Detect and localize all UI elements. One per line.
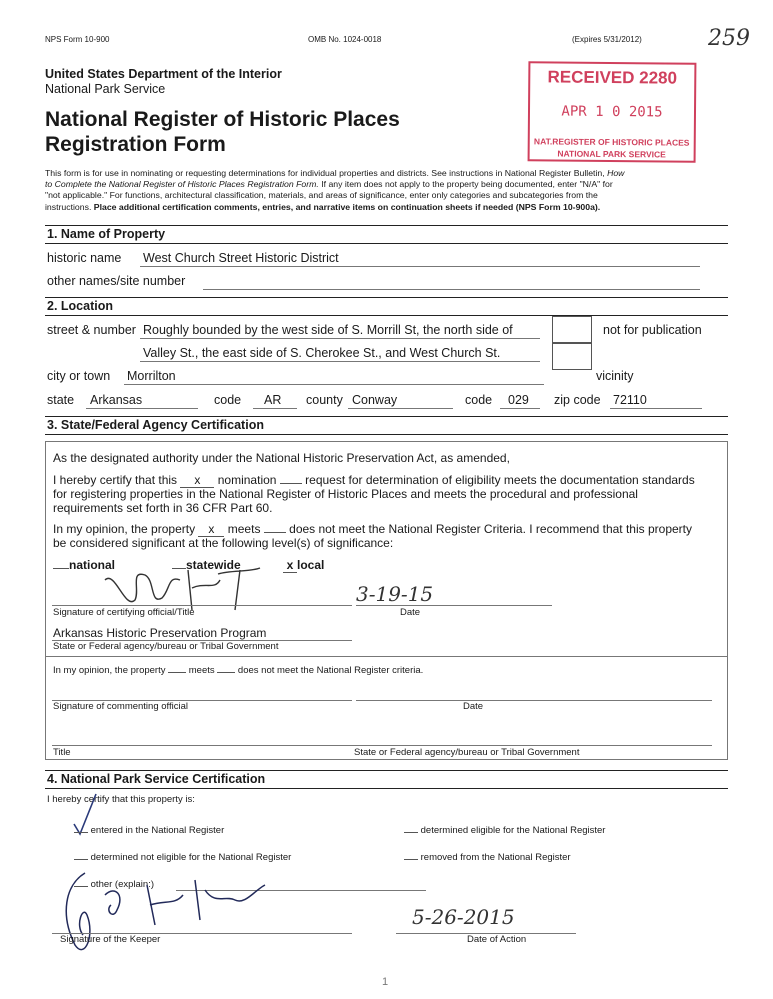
opt-removed-label: removed from the National Register bbox=[420, 852, 571, 863]
level-statewide-label: statewide bbox=[186, 558, 241, 572]
opt-not-eligible-mark[interactable] bbox=[74, 859, 88, 860]
opinion2-meets-mark[interactable] bbox=[168, 672, 186, 673]
state-label: state bbox=[47, 393, 75, 407]
instructions-l2-ital: to Complete the National Register of Historic Places Registration Form. bbox=[45, 179, 319, 190]
county-value[interactable]: Conway bbox=[352, 393, 398, 407]
instructions-l4: instructions. bbox=[45, 201, 92, 212]
state-rule bbox=[86, 408, 198, 409]
cert-signature-label: Signature of certifying official/Title bbox=[53, 607, 195, 618]
other-names-label: other names/site number bbox=[47, 274, 186, 288]
opinion2-c: does not meet the National Register criteria. bbox=[237, 665, 424, 676]
meets-mark[interactable]: x bbox=[198, 522, 224, 537]
cert-p3-line2: be considered significant at the following level(s) of significance: bbox=[53, 536, 394, 550]
stamp-line3: NAT.REGISTER OF HISTORIC PLACES bbox=[533, 136, 690, 148]
city-rule bbox=[124, 384, 544, 385]
stamp-received: RECEIVED 2280 bbox=[547, 67, 678, 88]
local-mark[interactable]: x bbox=[283, 558, 297, 573]
street-label: street & number bbox=[47, 323, 136, 337]
section2-top-rule bbox=[45, 297, 728, 298]
vicinity-label: vicinity bbox=[596, 369, 634, 383]
instructions-l1: This form is for use in nominating or requesting determinations for individual properties and districts. See instructions in National Register Bulletin, bbox=[45, 168, 605, 178]
section2-title: 2. Location bbox=[47, 299, 113, 313]
cert-signature-rule bbox=[52, 605, 352, 606]
opt-not-eligible-label: determined not eligible for the National Register bbox=[90, 852, 292, 863]
keeper-signature bbox=[55, 865, 285, 963]
level-local-label: local bbox=[297, 558, 325, 572]
received-stamp bbox=[528, 61, 697, 162]
omb-number: OMB No. 1024-0018 bbox=[308, 35, 382, 44]
nomination-mark[interactable]: x bbox=[180, 473, 214, 488]
street-line1-rule bbox=[140, 338, 540, 339]
street-line1[interactable]: Roughly bounded by the west side of S. Morrill St, the north side of bbox=[143, 323, 513, 337]
title-label: Title bbox=[53, 747, 71, 758]
cert-p3-line1 bbox=[53, 522, 692, 537]
other-names-line bbox=[203, 289, 700, 290]
form-number: NPS Form 10-900 bbox=[45, 35, 110, 44]
section2-bottom-rule bbox=[45, 315, 728, 316]
opt-not-eligible bbox=[74, 852, 291, 863]
cert-p2-line3: requirements set forth in 36 CFR Part 60. bbox=[53, 501, 273, 515]
street-line2[interactable]: Valley St., the east side of S. Cherokee St., and West Church St. bbox=[143, 346, 501, 360]
section1-bottom-rule bbox=[45, 243, 728, 244]
cert-date-label: Date bbox=[400, 607, 421, 618]
form-title-line2: Registration Form bbox=[45, 133, 226, 156]
section3-top-rule bbox=[45, 416, 728, 417]
county-code-rule bbox=[500, 408, 540, 409]
cert-date-rule bbox=[356, 605, 552, 606]
state-code-value[interactable]: AR bbox=[264, 393, 282, 407]
county-code-value[interactable]: 029 bbox=[508, 393, 529, 407]
expiration: (Expires 5/31/2012) bbox=[572, 35, 642, 44]
city-value[interactable]: Morrilton bbox=[127, 369, 176, 383]
nps-certify: I hereby certify that this property is: bbox=[47, 794, 195, 805]
level-local bbox=[283, 558, 324, 573]
state-code-label: code bbox=[214, 393, 242, 407]
department: United States Department of the Interior bbox=[45, 67, 282, 81]
commenting-label: Signature of commenting official bbox=[53, 701, 189, 712]
form-title-line1: National Register of Historic Places bbox=[45, 108, 400, 131]
state-agency-value: Arkansas Historic Preservation Program bbox=[53, 626, 267, 640]
cert-p2a: I hereby certify that this bbox=[53, 473, 178, 487]
opt-eligible-label: determined eligible for the National Register bbox=[420, 825, 606, 836]
cert-p2-line1 bbox=[53, 473, 695, 488]
instructions-l3: "not applicable." For functions, architectural classification, materials, and areas of significance, enter only categories and subcategories from the bbox=[45, 190, 598, 201]
instructions-l2: If any item does not apply to the property being documented, enter "N/A" for bbox=[321, 179, 613, 190]
street-line2-rule bbox=[140, 361, 540, 362]
agency2-rule bbox=[352, 745, 712, 746]
county-rule bbox=[348, 408, 453, 409]
opt-other-label: other (explain:) bbox=[90, 879, 155, 890]
action-date-handwritten: 5-26-2015 bbox=[412, 905, 515, 929]
county-code-label: code bbox=[465, 393, 493, 407]
section4-top-rule bbox=[45, 770, 728, 771]
section1-title: 1. Name of Property bbox=[47, 227, 166, 241]
section3-bottom-rule bbox=[45, 434, 728, 435]
opt-entered-mark[interactable] bbox=[74, 832, 88, 833]
instructions bbox=[45, 168, 728, 213]
cert-p3b: meets bbox=[227, 522, 261, 536]
opt-removed-mark[interactable] bbox=[404, 859, 418, 860]
level-national-label: national bbox=[69, 558, 116, 572]
keeper-label: Signature of the Keeper bbox=[60, 934, 161, 945]
state-agency-label: State or Federal agency/bureau or Tribal Government bbox=[53, 641, 279, 652]
not-meet-mark[interactable] bbox=[264, 532, 286, 533]
vicinity-checkbox[interactable] bbox=[552, 343, 592, 370]
request-mark[interactable] bbox=[280, 483, 302, 484]
opinion2 bbox=[53, 665, 423, 676]
section4-title: 4. National Park Service Certification bbox=[47, 772, 266, 786]
opt-removed bbox=[404, 852, 571, 863]
cert-p3a: In my opinion, the property bbox=[53, 522, 196, 536]
title-rule bbox=[52, 745, 352, 746]
not-for-publication-label: not for publication bbox=[603, 323, 702, 337]
agency2-label: State or Federal agency/bureau or Tribal Government bbox=[354, 747, 580, 758]
action-date-label: Date of Action bbox=[467, 934, 527, 945]
national-mark[interactable] bbox=[53, 568, 69, 569]
instructions-l1-ital: How bbox=[607, 168, 625, 178]
cert-date-handwritten: 3-19-15 bbox=[356, 582, 434, 606]
county-label: county bbox=[306, 393, 343, 407]
instructions-l4-bold: Place additional certification comments, entries, and narrative items on continuation sheets if needed (NPS Form 10-900a). bbox=[93, 201, 601, 212]
cert-p2-line2: for registering properties in the National Register of Historic Places and meets the procedural and professional bbox=[53, 487, 638, 501]
opt-eligible bbox=[404, 825, 605, 836]
zip-value[interactable]: 72110 bbox=[613, 393, 647, 407]
cert-p1: As the designated authority under the National Historic Preservation Act, as amended, bbox=[53, 451, 510, 465]
commenting-date-label: Date bbox=[463, 701, 484, 712]
page-number: 1 bbox=[382, 976, 389, 988]
city-label: city or town bbox=[47, 369, 111, 383]
opt-entered bbox=[74, 825, 224, 836]
stamp-line4: NATIONAL PARK SERVICE bbox=[557, 148, 666, 160]
cert-p2c: request for determination of eligibility meets the documentation standards bbox=[305, 473, 695, 487]
opinion2-a: In my opinion, the property bbox=[53, 665, 166, 676]
historic-name-line bbox=[140, 266, 700, 267]
opinion2-not-meet-mark[interactable] bbox=[217, 672, 235, 673]
opinion2-b: meets bbox=[188, 665, 215, 676]
cert-divider bbox=[46, 656, 727, 657]
historic-name-value[interactable]: West Church Street Historic District bbox=[143, 251, 339, 265]
section3-title: 3. State/Federal Agency Certification bbox=[47, 418, 264, 432]
opt-eligible-mark[interactable] bbox=[404, 832, 418, 833]
state-code-rule bbox=[253, 408, 297, 409]
state-value[interactable]: Arkansas bbox=[90, 393, 143, 407]
stamp-date: APR 1 0 2015 bbox=[561, 103, 663, 121]
cert-p3c: does not meet the National Register Criteria. I recommend that this property bbox=[289, 522, 692, 536]
opt-entered-label: entered in the National Register bbox=[90, 825, 225, 836]
historic-name-label: historic name bbox=[47, 251, 122, 265]
zip-rule bbox=[610, 408, 702, 409]
zip-label: zip code bbox=[554, 393, 601, 407]
cert-p2b: nomination bbox=[217, 473, 277, 487]
commenting-date-rule bbox=[356, 700, 712, 701]
section1-top-rule bbox=[45, 225, 728, 226]
not-for-publication-checkbox[interactable] bbox=[552, 316, 592, 343]
section4-bottom-rule bbox=[45, 788, 728, 789]
handwritten-page-number: 259 bbox=[708, 26, 750, 51]
service: National Park Service bbox=[45, 82, 166, 96]
